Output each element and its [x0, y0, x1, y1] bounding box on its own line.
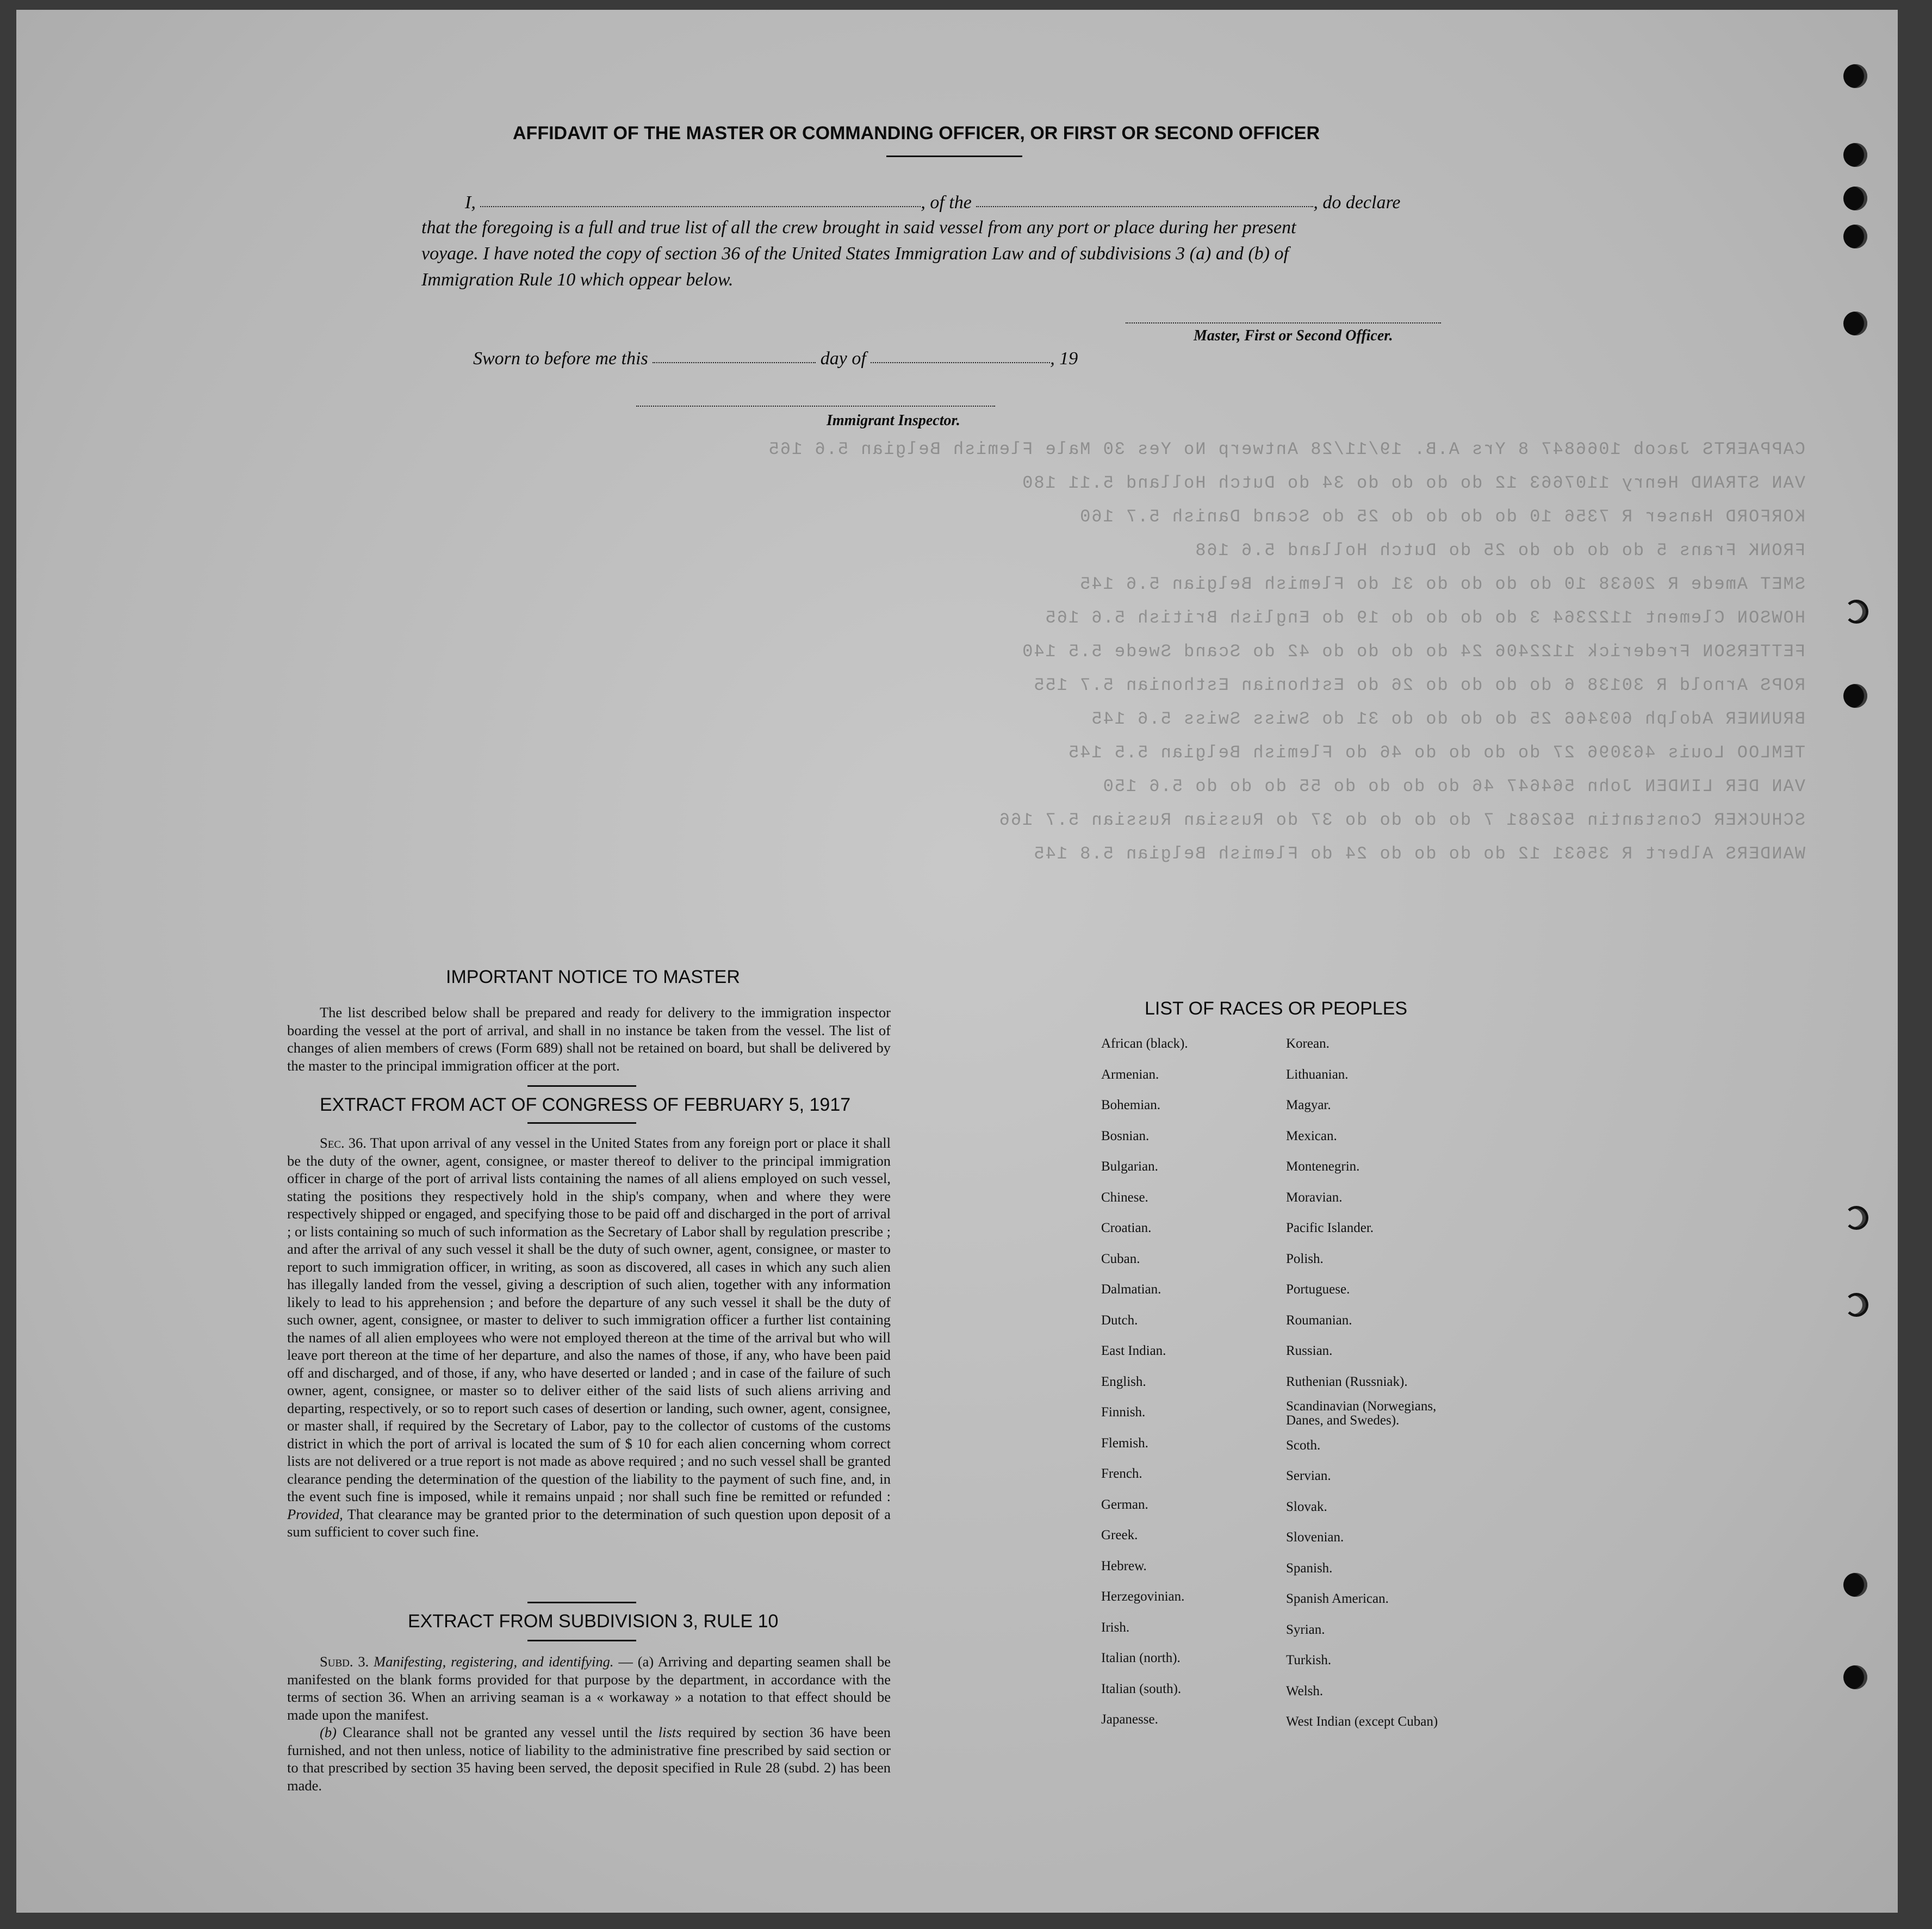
- race-item: Bulgarian.: [1101, 1159, 1158, 1174]
- notice-text: The list described below shall be prepared and ready for delivery to the immigration inspector boarding the vessel at the port of arrival, and shall in no instance be taken from the vessel. The list of changes of alien members of crews (Form 689) shall not be retained on board, but shall be delivered by the master to the principal immigration officer at the port.: [287, 1004, 891, 1074]
- affidavit-line-3: voyage. I have noted the copy of section 36 of the United States Immigration Law and of subdivisions 3 (a) and (b) of: [421, 244, 1289, 264]
- extract-act-text: Sec. 36. That upon arrival of any vessel in the United States from any foreign port or place it shall be the duty of the owner, agent, consignee, or master thereof to deliver to the principal immigration officer in charge of the port of arrival lists containing the names of all aliens employed on such vessel, stating the positions they respectively hold in the ship's company, when and where they were respectively shipped or engaged, and specifying those to be paid off and discharged in the port of arrival ; or lists containing so much of such information as the Secretary of Labor shall by regulation prescribe ; and after the arrival of any such vessel it shall be the duty of such owner, agent, consignee, or master to report to such immigration officer, in writing, as soon as discovered, all cases in which any such alien has illegally landed from the vessel, giving a description of such alien, together with any information likely to lead to his apprehension ; and before the departure of any such vessel it shall be the duty of such owner, agent, consignee, or master to deliver to such immigration officer a further list containing the names of all alien employees who were not employed thereon at the time of the arrival but who will leave port thereon at the time of her departure, and also the names of those, if any, who have been paid off and discharged, and of those, if any, who have deserted or landed ; and in case of the failure of such owner, agent, consignee, or master so to deliver either of the said lists of such aliens arriving and departing, respectively, or so to report such cases of desertion or landing, such owner, agent, consignee, or master shall, if required by the Secretary of Labor, pay to the collector of customs of the customs district in which the port of arrival is located the sum of $ 10 for each alien concerning whom correct lists are not delivered or a true report is not made as above required ; and no such vessel shall be granted clearance pending the determination of the question of the liability to the payment of such fine, and, in the event such fine is imposed, while it remains unpaid ; nor shall such fine be remitted or refunded : Provided, That clearance may be granted prior to the determination of such question upon deposit of a sum sufficient to cover such fine.: [287, 1135, 891, 1540]
- races-column-1: [1101, 1029, 1188, 1735]
- binder-hole-icon: [1843, 64, 1867, 88]
- race-item: Mexican.: [1286, 1128, 1337, 1143]
- affidavit-line-2: that the foregoing is a full and true list of all the crew brought in said vessel from any port or place during her present: [421, 217, 1296, 238]
- bleed-through-row: WANDERS Albert R 35631 12 do do do do 24 do Flemish Belgian 5.8 145: [1033, 844, 1805, 864]
- bleed-through-row: FETTERSON Frederick 1122406 24 do do do do 42 do Scand Swede 5.5 140: [1021, 642, 1805, 662]
- title-underline: [886, 155, 1022, 157]
- race-item: Montenegrin.: [1286, 1159, 1360, 1174]
- binder-hole-icon: [1843, 684, 1867, 708]
- race-item: Greek.: [1101, 1528, 1138, 1542]
- binder-hole-icon: [1843, 143, 1867, 167]
- extract-rule-title: EXTRACT FROM SUBDIVISION 3, RULE 10: [408, 1611, 779, 1632]
- race-item: Irish.: [1101, 1620, 1130, 1635]
- binder-hole-icon: [1843, 225, 1867, 248]
- race-item: Flemish.: [1101, 1435, 1148, 1451]
- race-item: Bosnian.: [1101, 1128, 1150, 1143]
- year-prefix: , 19: [1050, 349, 1078, 369]
- bleed-through-row: BRUNNER Adolph 603466 25 do do do do 31 do Swiss Swiss 5.6 145: [1090, 709, 1805, 729]
- race-item: Turkish.: [1286, 1653, 1332, 1667]
- day-blank: [653, 357, 816, 363]
- race-item: Herzegovinian.: [1101, 1589, 1185, 1604]
- extract-rule-rule: [527, 1640, 636, 1641]
- bleed-through-row: FRONK Frans 5 do do do do 25 do Dutch Holland 5.6 168: [1194, 540, 1805, 561]
- bleed-through-row: SMET Amede R 20638 10 do do do do 31 do Flemish Belgian 5.6 145: [1079, 574, 1805, 594]
- inspector-label: Immigrant Inspector.: [827, 412, 960, 429]
- extract-act-rule: [527, 1122, 636, 1124]
- race-item: Slovenian.: [1286, 1530, 1344, 1545]
- race-item: Croatian.: [1101, 1221, 1152, 1235]
- race-item: Spanish.: [1286, 1560, 1333, 1576]
- race-item: Hebrew.: [1101, 1558, 1147, 1573]
- race-item: Welsh.: [1286, 1683, 1324, 1698]
- race-item: Servian.: [1286, 1468, 1331, 1483]
- affidavit-title: AFFIDAVIT OF THE MASTER OR COMMANDING OFFICER, OR FIRST OR SECOND OFFICER: [513, 123, 1320, 144]
- race-item: German.: [1101, 1497, 1148, 1512]
- race-item: Korean.: [1286, 1036, 1330, 1051]
- race-item: Portuguese.: [1286, 1282, 1350, 1297]
- race-item: Cuban.: [1101, 1251, 1140, 1266]
- notice-rule: [527, 1085, 636, 1087]
- binder-hole-icon: [1844, 600, 1868, 624]
- race-item: French.: [1101, 1466, 1142, 1481]
- day-of: day of: [820, 349, 866, 369]
- bleed-through-row: HOWSON Clement 1122364 3 do do do do 19 do English British 5.6 165: [1044, 608, 1805, 628]
- vessel-blank: [976, 201, 1313, 207]
- bleed-through-row: SCHUCKER Constantin 562681 7 do do do do 37 do Russian Russian 5.7 166: [998, 810, 1805, 830]
- race-item: Slovak.: [1286, 1499, 1327, 1514]
- race-item: Lithuanian.: [1286, 1067, 1349, 1082]
- race-item: Syrian.: [1286, 1622, 1325, 1637]
- affidavit-i: I,: [465, 192, 476, 213]
- bleed-through-row: VAN STRAND Henry 1107663 12 do do do do 34 do Dutch Holland 5.11 180: [1021, 473, 1805, 493]
- bleed-through-row: CAPPAERTS Jacob 1066847 8 Yrs A.B. 19/11/28 Antwerp No Yes 30 Male Flemish Belgian 5.6 165: [767, 439, 1805, 459]
- notice-title: IMPORTANT NOTICE TO MASTER: [446, 967, 740, 987]
- extract-rule-para-a: Subd. 3. Manifesting, registering, and identifying. — (a) Arriving and departing seamen shall be manifested on the blank forms provided for that purpose by the department, in accordance with the terms of section 36. When an arriving seaman is a « workaway » a notation to that effect should be made upon the manifest.: [287, 1653, 891, 1723]
- binder-hole-icon: [1844, 1206, 1868, 1230]
- race-item: Chinese.: [1101, 1190, 1148, 1205]
- binder-hole-icon: [1844, 1293, 1868, 1317]
- race-item: Ruthenian (Russniak).: [1286, 1374, 1408, 1389]
- binder-hole-icon: [1843, 1665, 1867, 1689]
- sworn-text: Sworn to before me this: [473, 349, 648, 369]
- master-signature-line: [1126, 322, 1441, 323]
- bleed-through-row: ROPS Arnold R 30138 6 do do do do 26 do Esthonian Esthonian 5.7 155: [1033, 675, 1805, 695]
- race-item: Armenian.: [1101, 1067, 1159, 1082]
- race-item: Bohemian.: [1101, 1098, 1161, 1112]
- extract-rule-para-b: (b) Clearance shall not be granted any vessel until the lists required by section 36 have been furnished, and not then unless, notice of liability to the administrative fine prescribed by said section or to that prescribed by section 35 having been served, the deposit specified in Rule 28 (subd. 2) has been made.: [287, 1724, 891, 1794]
- race-item: Italian (south).: [1101, 1681, 1182, 1696]
- bleed-through-row: TEMLOO Louis 463096 27 do do do do 46 do Flemish Belgian 5.5 145: [1067, 743, 1805, 763]
- name-blank: [480, 201, 921, 207]
- extract-act-title: EXTRACT FROM ACT OF CONGRESS OF FEBRUARY 5, 1917: [320, 1094, 851, 1115]
- master-label: Master, First or Second Officer.: [1194, 327, 1393, 344]
- race-item: English.: [1101, 1374, 1146, 1389]
- race-item: Japanesse.: [1101, 1712, 1158, 1727]
- affidavit-of-the: , of the: [921, 192, 972, 213]
- race-item: Pacific Islander.: [1286, 1221, 1374, 1235]
- race-item: Roumanian.: [1286, 1312, 1352, 1328]
- race-item: Scandinavian (Norwegians, Danes, and Swedes).: [1286, 1399, 1437, 1428]
- affidavit-line-4: Immigration Rule 10 which oppear below.: [421, 270, 734, 290]
- race-item: Polish.: [1286, 1251, 1324, 1266]
- race-item: Moravian.: [1286, 1190, 1343, 1205]
- binder-hole-icon: [1843, 312, 1867, 335]
- race-item: Italian (north).: [1101, 1651, 1181, 1665]
- binder-hole-icon: [1843, 186, 1867, 210]
- race-item: West Indian (except Cuban): [1286, 1714, 1438, 1729]
- sworn-line: [473, 349, 1078, 369]
- manifest-page: [16, 10, 1898, 1913]
- inspector-signature-line: [636, 406, 995, 407]
- affidavit-declare: , do declare: [1313, 192, 1401, 213]
- races-column-2: [1286, 1029, 1460, 1738]
- bleed-through-row: VAN DER LINDEN John 564647 46 do do do do 55 do do do 5.6 150: [1102, 776, 1805, 797]
- race-item: Scoth.: [1286, 1438, 1321, 1453]
- binder-hole-icon: [1843, 1573, 1867, 1597]
- race-item: African (black).: [1101, 1036, 1188, 1051]
- month-blank: [871, 357, 1050, 363]
- race-item: East Indian.: [1101, 1343, 1166, 1358]
- affidavit-line-1: [465, 192, 1401, 213]
- extract-rule-top-rule: [527, 1602, 636, 1603]
- race-item: Dutch.: [1101, 1312, 1138, 1328]
- race-item: Dalmatian.: [1101, 1282, 1161, 1297]
- races-title: LIST OF RACES OR PEOPLES: [1145, 998, 1408, 1019]
- race-item: Finnish.: [1101, 1405, 1146, 1420]
- race-item: Russian.: [1286, 1343, 1333, 1358]
- race-item: Spanish American.: [1286, 1591, 1389, 1606]
- race-item: Magyar.: [1286, 1098, 1331, 1112]
- bleed-through-row: KORFORD Hanser R 7356 10 do do do do 25 do Scand Danish 5.7 160: [1079, 507, 1805, 527]
